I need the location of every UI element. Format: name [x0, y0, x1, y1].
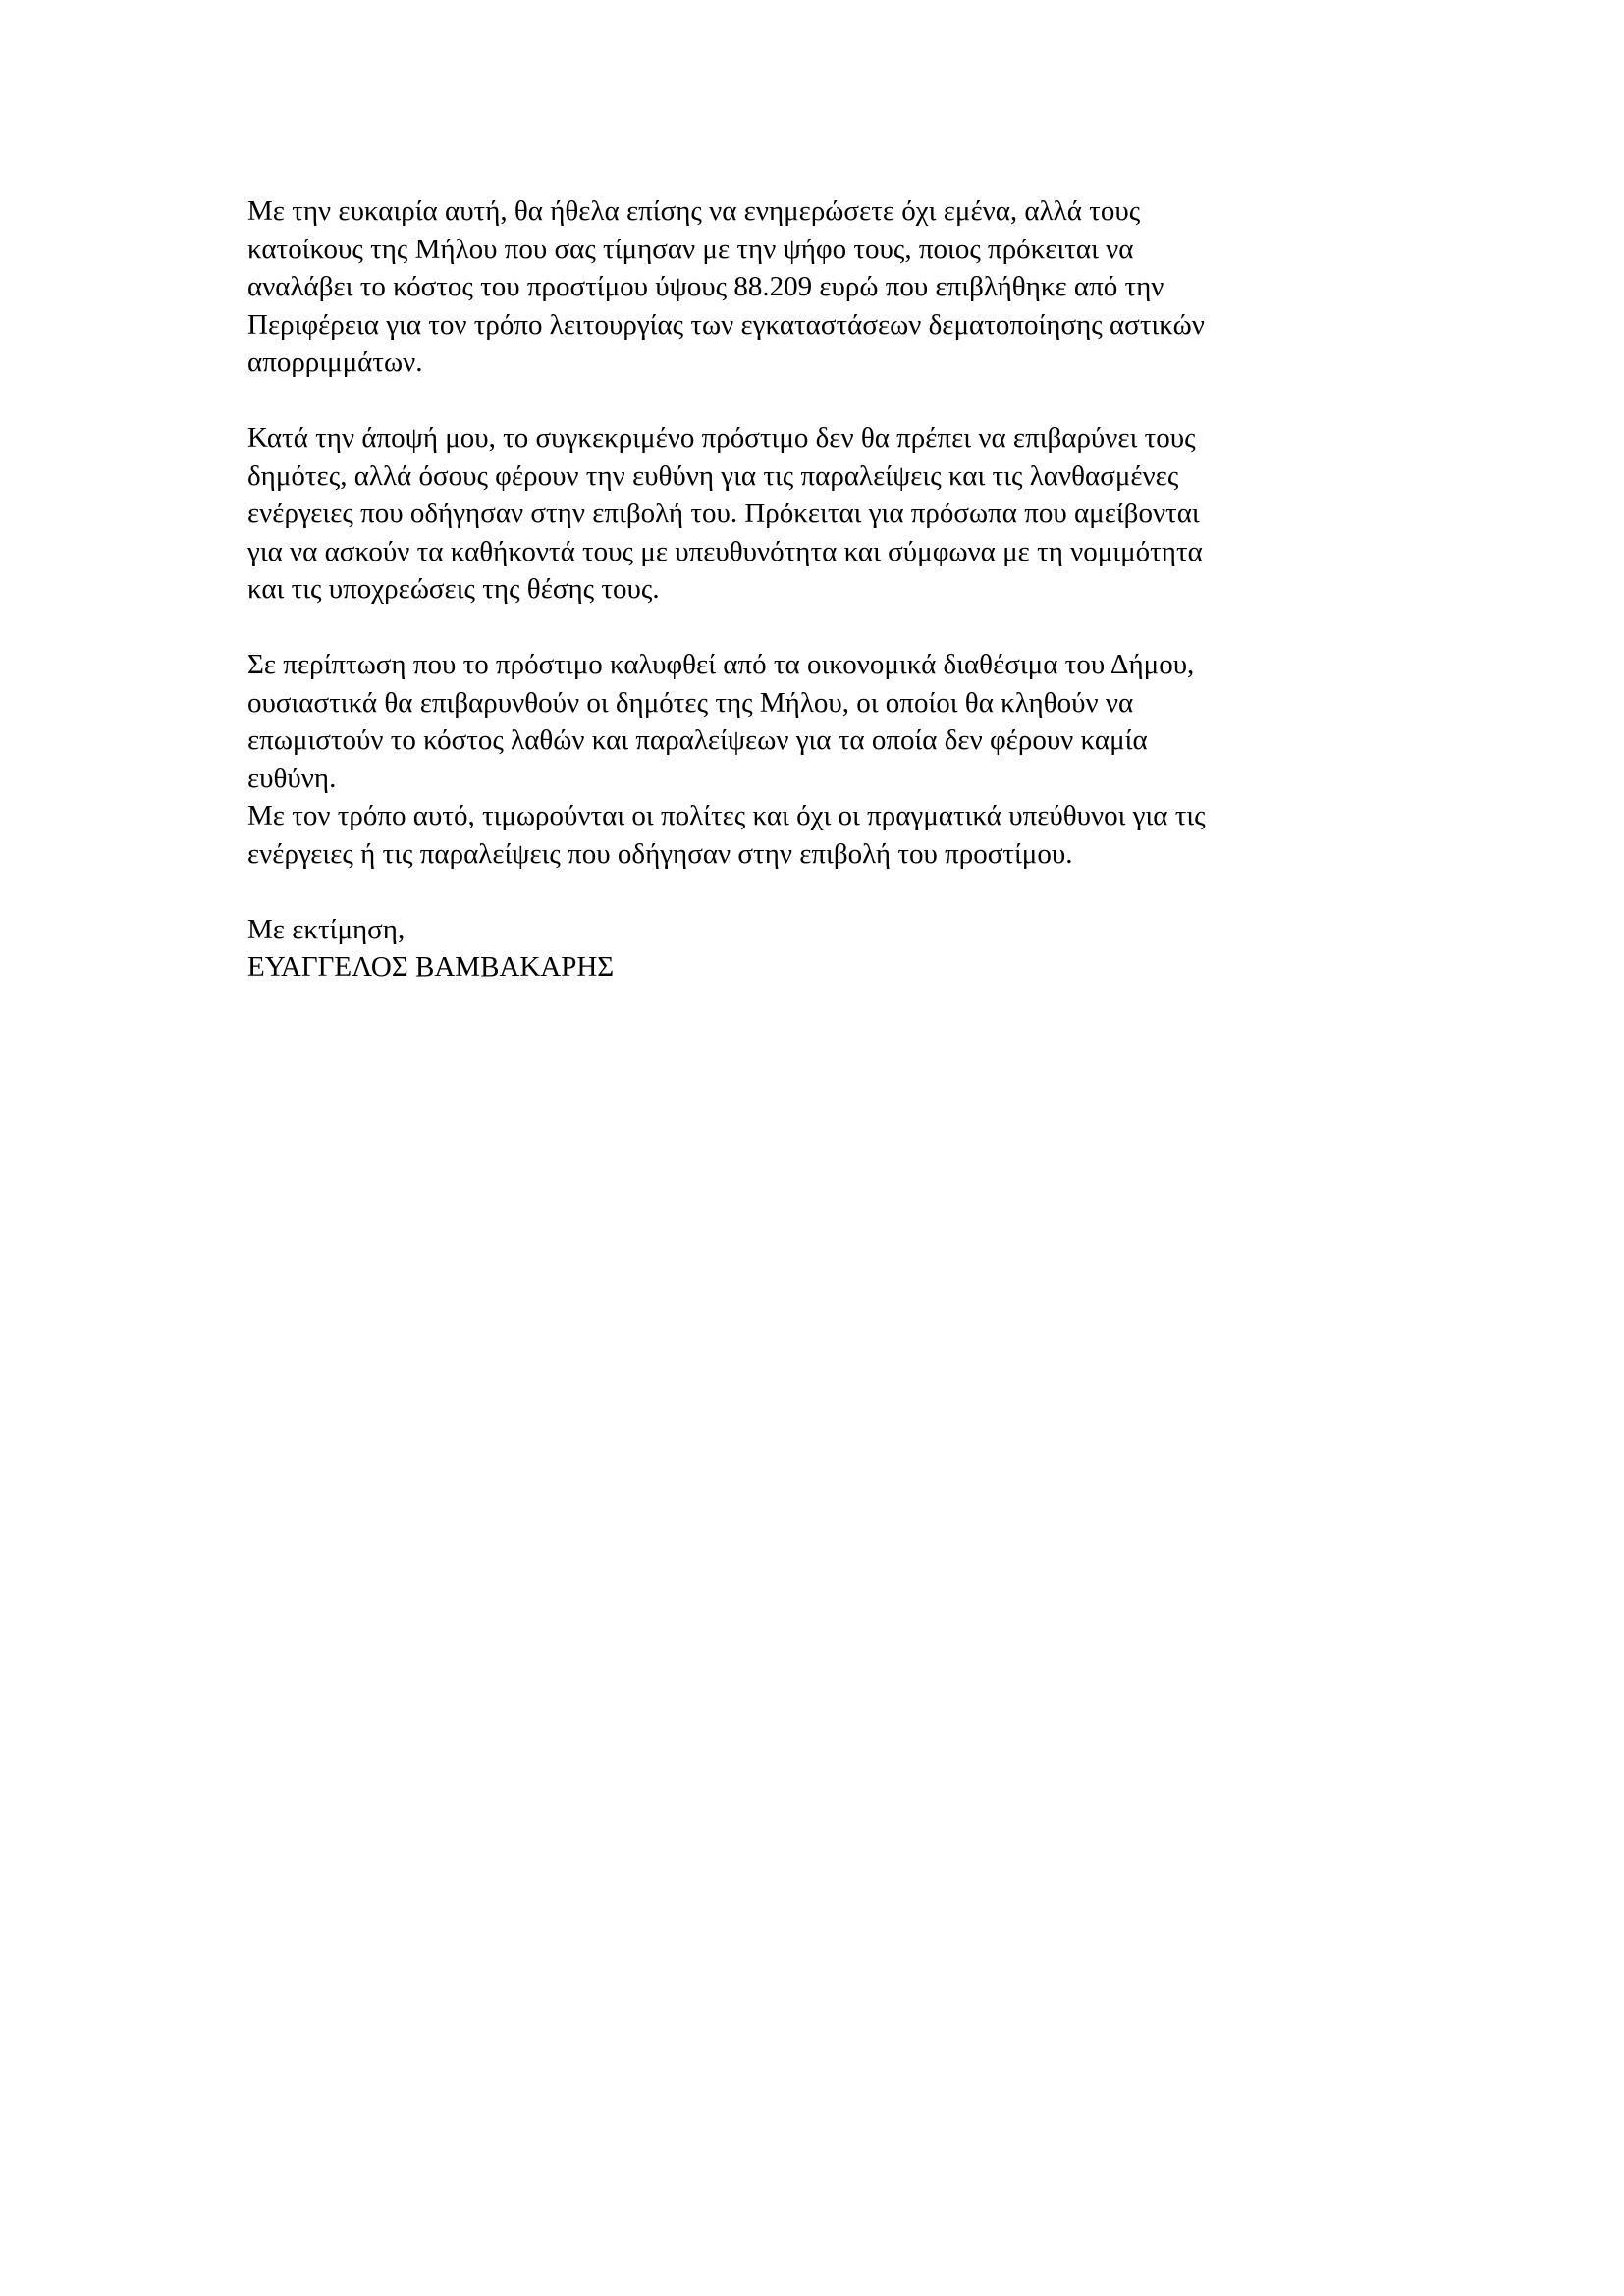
- text-line: ενέργειες που οδήγησαν στην επιβολή του. Πρόκειται για πρόσωπα που αμείβονται: [247, 498, 1200, 529]
- text-line: Περιφέρεια για τον τρόπο λειτουργίας των εγκαταστάσεων δεματοποίησης αστικών: [247, 308, 1205, 341]
- paragraph-citizens-burden: [247, 646, 1377, 873]
- text-line: Κατά την άποψή μου, το συγκεκριμένο πρόστιμο δεν θα πρέπει να επιβαρύνει τους: [247, 422, 1196, 454]
- text-line: επωμιστούν το κόστος λαθών και παραλείψεων για τα οποία δεν φέρουν καμία: [247, 724, 1148, 756]
- text-line: ενέργειες ή τις παραλείψεις που οδήγησαν στην επιβολή του προστίμου.: [247, 837, 1073, 870]
- text-line: Με την ευκαιρία αυτή, θα ήθελα επίσης να ενημερώσετε όχι εμένα, αλλά τους: [247, 195, 1141, 227]
- text-line: Με τον τρόπο αυτό, τιμωρούνται οι πολίτες και όχι οι πραγματικά υπεύθυνοι για τις: [247, 800, 1206, 831]
- letter-body: [247, 192, 1377, 987]
- text-line: δημότες, αλλά όσους φέρουν την ευθύνη για τις παραλείψεις και τις λανθασμένες: [247, 459, 1179, 492]
- text-line: ουσιαστικά θα επιβαρυνθούν οι δημότες της Μήλου, οι οποίοι θα κληθούν να: [247, 686, 1134, 719]
- paragraph-responsibility: [247, 419, 1377, 609]
- letter-closing: [247, 911, 1377, 987]
- text-line: απορριμμάτων.: [247, 347, 423, 378]
- closing-salutation: Με εκτίμηση,: [247, 913, 406, 945]
- text-line: και τις υποχρεώσεις της θέσης τους.: [247, 573, 660, 605]
- paragraph-fine-cost: [247, 192, 1377, 382]
- text-line: για να ασκούν τα καθήκοντά τους με υπευθυνότητα και σύμφωνα με τη νομιμότητα: [247, 535, 1203, 567]
- text-line: κατοίκους της Μήλου που σας τίμησαν με την ψήφο τους, ποιος πρόκειται να: [247, 233, 1134, 265]
- text-line: ευθύνη.: [247, 762, 337, 794]
- text-line: Σε περίπτωση που το πρόστιμο καλυφθεί από τα οικονομικά διαθέσιμα του Δήμου,: [247, 649, 1195, 680]
- text-line: αναλάβει το κόστος του προστίμου ύψους 88.209 ευρώ που επιβλήθηκε από την: [247, 271, 1164, 302]
- signature-name: ΕΥΑΓΓΕΛΟΣ ΒΑΜΒΑΚΑΡΗΣ: [247, 951, 615, 983]
